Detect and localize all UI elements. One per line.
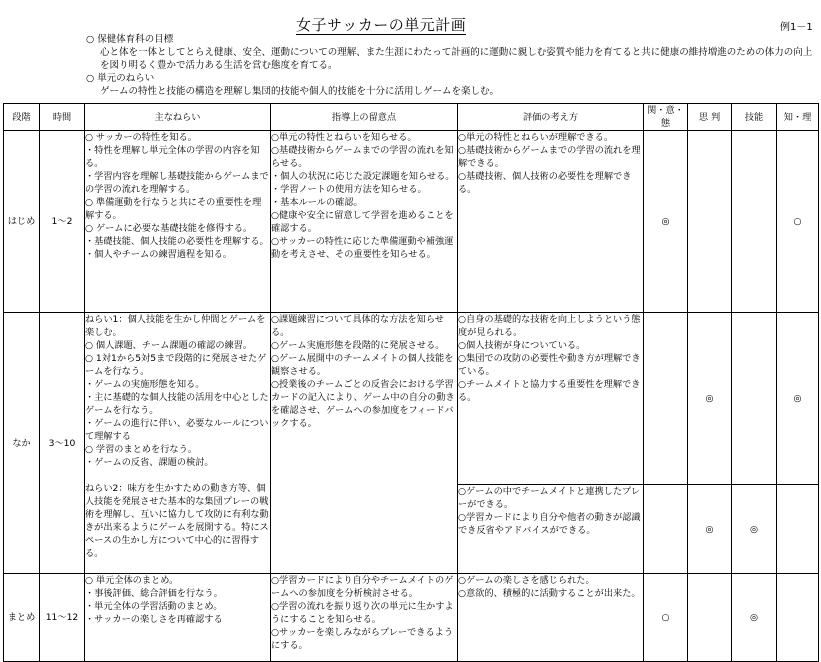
evaluation-cell: ○ゲームの楽しさを感じられた。 ○意欲的、積極的に活動することが出来た。 bbox=[458, 574, 644, 662]
stage-cell: まとめ bbox=[4, 574, 40, 662]
header-interest: 関・意・態 bbox=[644, 104, 688, 131]
page-title: 女子サッカーの単元計画 bbox=[296, 16, 467, 34]
aims-cell: ○ 単元全体のまとめ。 ・事後評価、総合評価を行なう。 ・単元全体の学習活動のまとめ。 ・サッカーの楽しさを再確認する bbox=[85, 574, 271, 662]
evaluation-cell: ○ゲームの中でチームメイトと連携したプレーができる。 ○学習カードにより自分や他者の動きが認識でき反省やアドバイスができる。 bbox=[458, 485, 644, 574]
interest-mark: ◎ bbox=[644, 131, 688, 313]
header-aims: 主なねらい bbox=[85, 104, 271, 131]
unit-aim-body: ゲームの特性と技能の構造を理解し集団的技能や個人的技能を十分に活用しゲームを楽しむ。 bbox=[100, 86, 500, 97]
thinking-mark: ◎ bbox=[688, 485, 732, 574]
time-cell: 11～12 bbox=[40, 574, 85, 662]
stage-cell: はじめ bbox=[4, 131, 40, 313]
aims-cell: ねらい1：個人技能を生かし仲間とゲームを楽しむ。 ○ 個人課題、チーム課題の確認の練習。 ○ 1対1から5対5まで段階的に発展させたゲームを行なう。 ・ゲームの実施形態を知る。 ・主に基礎的な個人技能の活用を中心としたゲームを行なう。 ・ゲームの進行に伴い、必要なルールについて理解する ○ 学習のまとめを行なう。 ・ゲームの反省、課題の検討。 ねらい2：味方を生かすための動き方等、個人技能を発展させた基本的な集団プレーの戦術を理解し、互いに協力して攻防に有利な動きが出来るようにゲームを展開する。特にスペースの生かし方について中心的に習得する。 bbox=[85, 313, 271, 574]
evaluation-cell: ○自身の基礎的な技術を向上しようという態度が見られる。 ○個人技術が身についている。 ○集団での攻防の必要性や動き方が理解できている。 ○チームメイトと協力する重要性を理解できる。 bbox=[458, 313, 644, 485]
time-cell: 3～10 bbox=[40, 313, 85, 574]
table-row bbox=[4, 574, 819, 662]
knowledge-mark: ◎ bbox=[777, 313, 819, 485]
notes-cell: ○学習カードにより自分やチームメイトのゲームへの参加度を分析検討させる。 ○学習の流れを振り返り次の単元に生かすようにすることを知らせる。 ○サッカーを楽しみながらプレーできるようにする。 bbox=[271, 574, 458, 662]
unit-plan-table bbox=[3, 103, 819, 662]
header-skill: 技能 bbox=[732, 104, 777, 131]
thinking-mark bbox=[688, 131, 732, 313]
time-cell: 1～2 bbox=[40, 131, 85, 313]
thinking-mark: ◎ bbox=[688, 313, 732, 485]
header-notes: 指導上の留意点 bbox=[271, 104, 458, 131]
example-label: 例1－1 bbox=[780, 22, 813, 33]
skill-mark bbox=[732, 131, 777, 313]
interest-mark: ○ bbox=[644, 574, 688, 662]
header-stage: 段階 bbox=[4, 104, 40, 131]
skill-mark: ◎ bbox=[732, 485, 777, 574]
header-thinking: 思 判 bbox=[688, 104, 732, 131]
notes-cell: ○単元の特性とねらいを知らせる。 ○基礎技術からゲームまでの学習の流れを知らせる。 ・個人の状況に応じた設定課題を知らせる。 ・学習ノートの使用方法を知らせる。 ・基本ルールの確認。 ○健康や安全に留意して学習を進めることを確認する。 ○サッカーの特性に応じた準備運動や補強運動を考えさせ、その重要性を知らせる。 bbox=[271, 131, 458, 313]
notes-cell: ○課題練習について具体的な方法を知らせる。 ○ゲーム実施形態を段階的に発展させる。 ○ゲーム展開中のチームメイトの個人技能を観察させる。 ○授業後のチームごとの反省会における学習カードの記入により、ゲーム中の自分の動きを確認させ、ゲームへの参加度をフィードバックする。 bbox=[271, 313, 458, 574]
table-row bbox=[4, 131, 819, 313]
header-evaluation: 評価の考え方 bbox=[458, 104, 644, 131]
table-row bbox=[4, 313, 819, 485]
knowledge-mark bbox=[777, 485, 819, 574]
skill-mark bbox=[732, 313, 777, 485]
goals-section bbox=[86, 33, 816, 98]
unit-aim-heading: ○ 単元のねらい bbox=[86, 73, 155, 84]
header-knowledge: 知・理 bbox=[777, 104, 819, 131]
knowledge-mark bbox=[777, 574, 819, 662]
pe-goal-heading: ○ 保健体育科の目標 bbox=[86, 34, 174, 45]
pe-goal-body: 心と体を一体としてとらえ健康、安全、運動についての理解、また生涯にわたって計画的に運動に親しむ姿質や能力を育てると共に健康の維持増進のための体力の向上を図り明るく豊かで活力ある生活を営む態度を育てる。 bbox=[100, 47, 813, 71]
interest-mark bbox=[644, 485, 688, 574]
knowledge-mark: ○ bbox=[777, 131, 819, 313]
evaluation-cell: ○単元の特性とねらいが理解できる。 ○基礎技術からゲームまでの学習の流れを理解できる。 ○基礎技術、個人技術の必要性を理解できる。 bbox=[458, 131, 644, 313]
thinking-mark bbox=[688, 574, 732, 662]
table-header-row bbox=[4, 104, 819, 131]
interest-mark bbox=[644, 313, 688, 485]
skill-mark: ◎ bbox=[732, 574, 777, 662]
header-time: 時間 bbox=[40, 104, 85, 131]
aims-cell: ○ サッカーの特性を知る。 ・特性を理解し単元全体の学習の内容を知る。 ・学習内容を理解し基礎技能からゲームまでの学習の流れを理解する。 ○ 準備運動を行なうと共にその重要性を理解する。 ○ ゲームに必要な基礎技能を修得する。 ・基礎技能、個人技能の必要性を理解する。 ・個人やチームの練習過程を知る。 bbox=[85, 131, 271, 313]
stage-cell: なか bbox=[4, 313, 40, 574]
